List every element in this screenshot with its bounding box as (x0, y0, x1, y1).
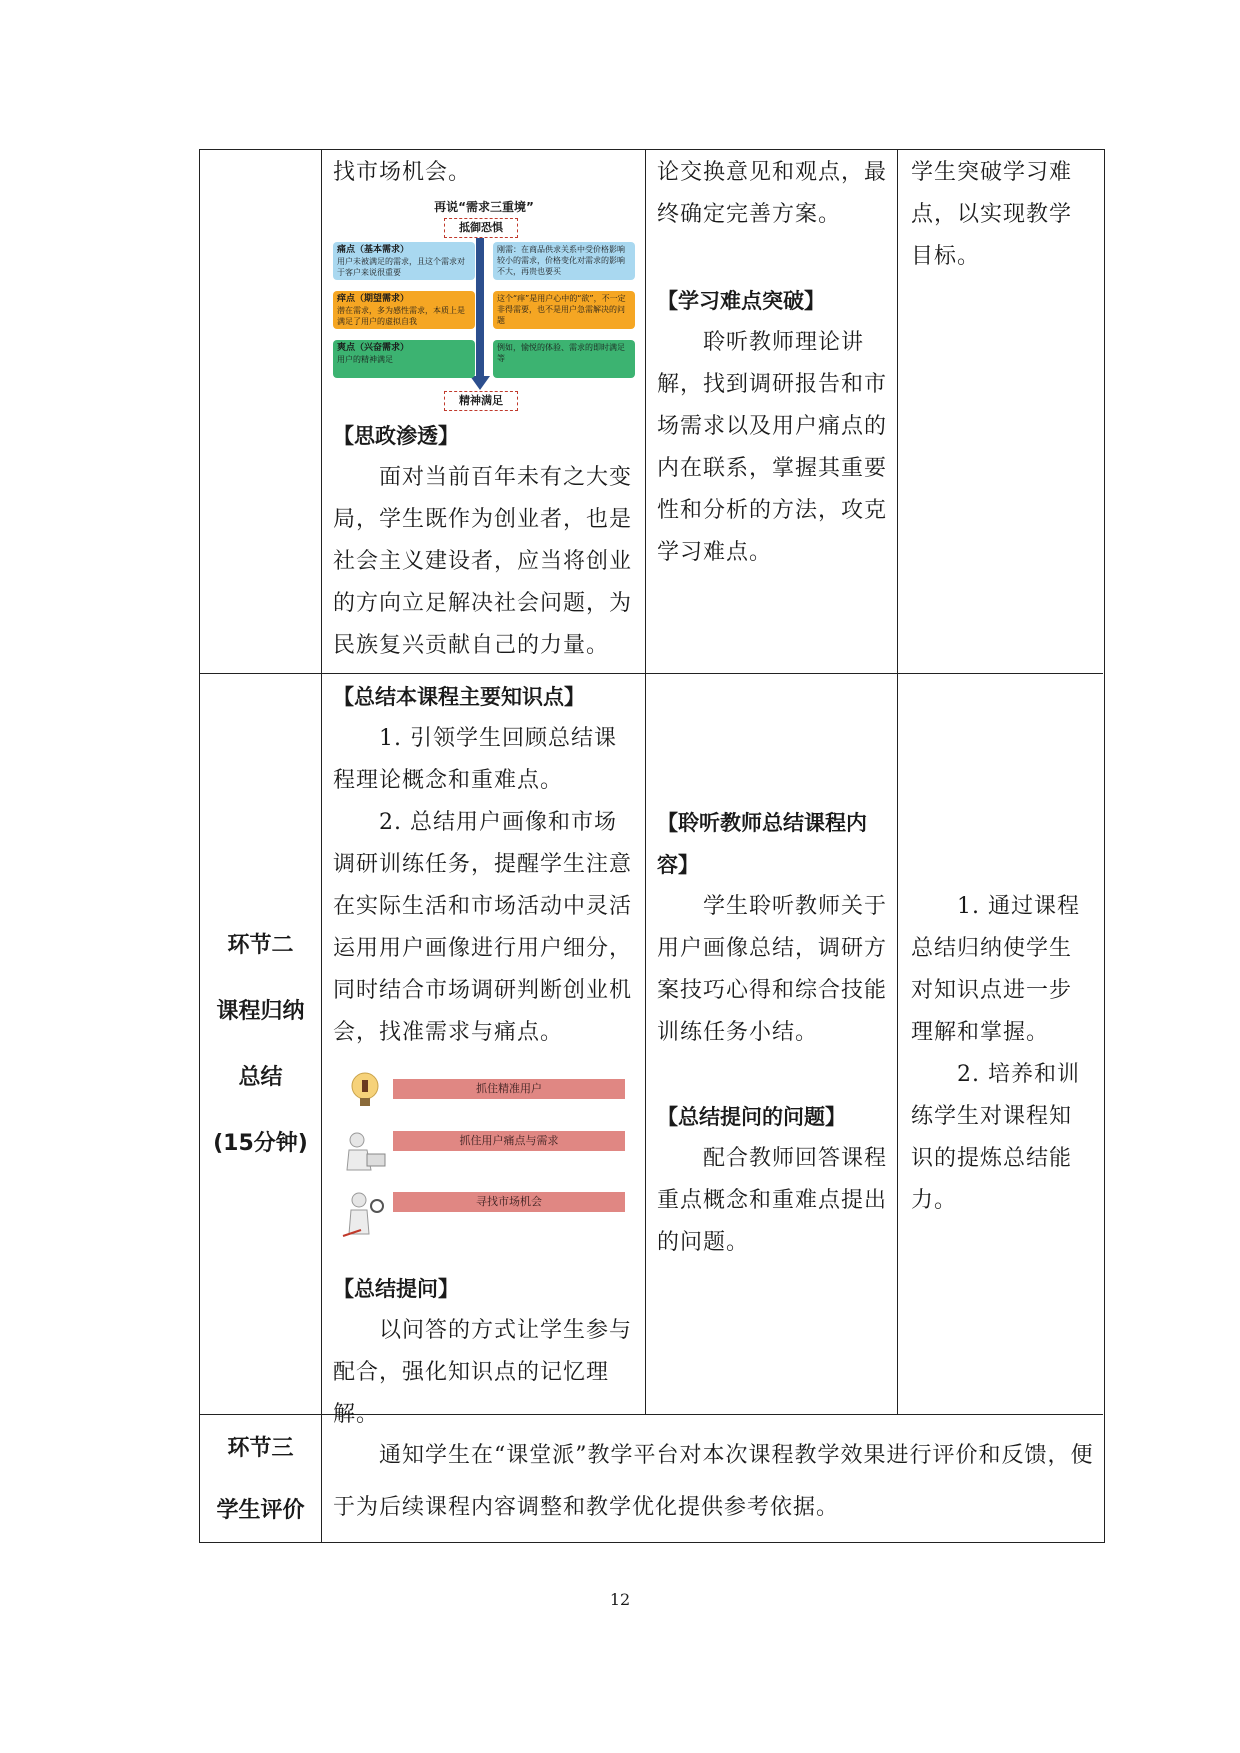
row2-col4 (899, 886, 1103, 1222)
diagram-arrow-icon (470, 376, 490, 390)
row2-col4-item2: 2. 培养和训练学生对课程知识的提炼总结能力。 (911, 1062, 1080, 1213)
row-divider-1 (200, 673, 1103, 674)
row2-label-cell (200, 675, 321, 1414)
stage-title: 课程归纳 (216, 998, 305, 1024)
row3-text: 通知学生在“课堂派”教学平台对本次课程教学效果进行评价和反馈，便于为后续课程内容调整和教学优化提供参考依据。 (333, 1443, 1094, 1520)
stage-title-cont: 总结 (238, 1064, 283, 1090)
diagram-left-box: 痒点（期望需求） 潜在需求，多为感性需求，本质上是满足了用户的虚拟自我 (333, 291, 475, 329)
page-number: 12 (609, 1590, 631, 1609)
row1-col3 (647, 152, 897, 574)
row2-col2-item2: 2. 总结用户画像和市场调研训练任务，提醒学生注意在实际生活和市场活动中灵活运用用户画像进行用户细分，同时结合市场调研判断创业机会，找准需求与痛点。 (333, 810, 633, 1045)
lesson-plan-table (199, 149, 1105, 1543)
row3-label-cell (200, 1416, 321, 1543)
lightbulb-icon (341, 1066, 389, 1112)
row3-text-cell (323, 1430, 1103, 1534)
diagram-left-box: 爽点（兴奋需求） 用户的精神满足 (333, 340, 475, 378)
row1-col4 (899, 152, 1103, 278)
row2-col4-item1: 1. 通过课程总结归纳使学生对知识点进一步理解和掌握。 (911, 894, 1080, 1045)
diagram-bottom-tag: 精神满足 (444, 391, 518, 411)
diagram-title: 再说“需求三重境” (434, 200, 534, 214)
row1-col2-text: 面对当前百年未有之大变局，学生既作为创业者，也是社会主义建设者，应当将创业的方向立足解决社会问题，为民族复兴贡献自己的力量。 (333, 465, 633, 658)
col-divider-3 (897, 150, 898, 1414)
col-divider-2 (645, 150, 646, 1414)
row2-col3-text1: 学生聆听教师关于用户画像总结，调研方案技巧心得和综合技能训练任务小结。 (657, 894, 888, 1045)
row1-col3-text: 聆听教师理论讲解，找到调研报告和市场需求以及用户痛点的内在联系，掌握其重要性和分析的方法，攻克学习难点。 (657, 330, 888, 565)
row2-col3-text2: 配合教师回答课程重点概念和重难点提出的问题。 (657, 1146, 888, 1255)
summary-bar: 抓住精准用户 (393, 1079, 625, 1099)
figure-with-laptop-icon (341, 1130, 389, 1176)
row2-col2-heading: 【总结本课程主要知识点】 (333, 685, 585, 709)
row1-col3-heading: 【学习难点突破】 (657, 289, 825, 313)
row2-col2 (323, 676, 645, 1436)
summary-bar: 寻找市场机会 (393, 1192, 625, 1212)
figure-with-magnifier-icon (341, 1192, 389, 1238)
diagram-right-box: 这个“痒”是用户心中的“欲”，不一定非得需要，也不是用户急需解决的问题 (493, 291, 635, 329)
row1-col3-lead: 论交换意见和观点，最终确定完善方案。 (657, 160, 888, 227)
summary-illustration (333, 1062, 635, 1262)
diagram-right-box: 刚需：在商品供求关系中受价格影响较小的需求，价格变化对需求的影响不大，再贵也要买 (493, 242, 635, 280)
needs-diagram (333, 198, 635, 413)
stage-label: 环节三 (227, 1435, 294, 1461)
diagram-top-tag: 抵御恐惧 (444, 218, 518, 238)
diagram-right-box: 例如，愉悦的体验、需求的即时满足等 (493, 340, 635, 378)
col-divider-1 (321, 150, 322, 1543)
row2-col3 (647, 802, 897, 1264)
stage-title: 学生评价 (216, 1497, 305, 1523)
summary-bar: 抓住用户痛点与需求 (393, 1131, 625, 1151)
row2-col3-heading2: 【总结提问的问题】 (657, 1105, 846, 1129)
row2-col2-heading2: 【总结提问】 (333, 1277, 459, 1301)
stage-label: 环节二 (227, 932, 294, 958)
row1-col2 (323, 152, 645, 667)
row2-col2-text2: 以问答的方式让学生参与配合，强化知识点的记忆理解。 (333, 1318, 633, 1427)
row1-col2-lead: 找市场机会。 (333, 160, 472, 185)
diagram-arrow-shaft (476, 238, 484, 378)
row2-col3-heading: 【聆听教师总结课程内容】 (657, 811, 867, 877)
stage-duration: (15分钟) (213, 1130, 308, 1156)
row1-col4-text: 学生突破学习难点，以实现教学目标。 (911, 160, 1073, 269)
row2-col2-item1: 1. 引领学生回顾总结课程理论概念和重难点。 (333, 726, 617, 793)
diagram-left-box: 痛点（基本需求） 用户未被满足的需求，且这个需求对于客户来说很重要 (333, 242, 475, 280)
row1-col2-heading: 【思政渗透】 (333, 424, 459, 448)
